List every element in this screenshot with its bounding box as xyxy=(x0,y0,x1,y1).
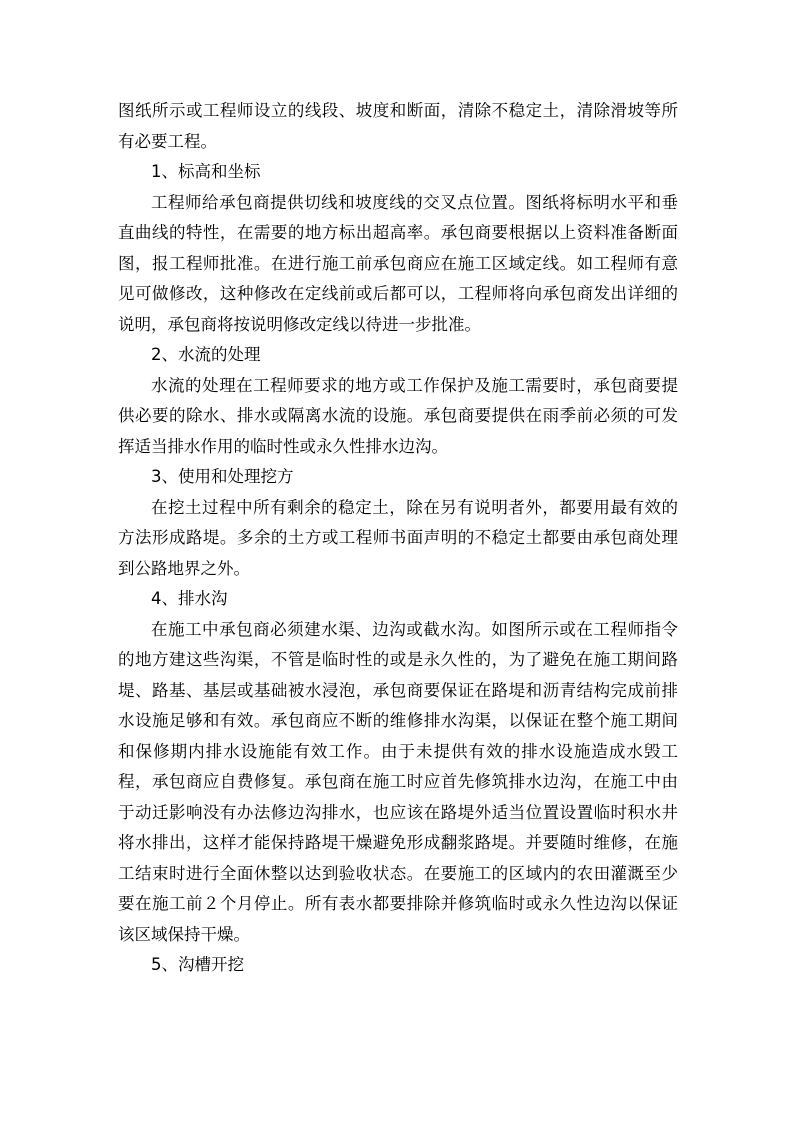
section-heading-elevation-coordinates: 1、标高和坐标 xyxy=(151,162,261,181)
paragraph-elevation-coordinates: 工程师给承包商提供切线和坡度线的交叉点位置。图纸将标明水平和垂直曲线的特性，在需要的地方标出超高率。承包商要根据以上资料准备断面图，报工程师批准。在进行施工前承包商应在施工区域定线。如工程师有意见可做修改，这种修改在定线前或后都可以，工程师将向承包商发出详细的说明，承包商将按说明修改定线以待进一步批准。 xyxy=(118,192,678,334)
paragraph-drainage-ditch: 在施工中承包商必须建水渠、边沟或截水沟。如图所示或在工程师指令的地方建这些沟渠，不管是临时性的或是永久性的，为了避免在施工期间路堤、路基、基层或基础被水浸泡，承包商要保证在路堤和沥青结构完成前排水设施足够和有效。承包商应不断的维修排水沟渠，以保证在整个施工期间和保修期内排水设施能有效工作。由于未提供有效的排水设施造成水毁工程，承包商应自费修复。承包商在施工时应首先修筑排水边沟，在施工中由于动迁影响没有办法修边沟排水，也应该在路堤外适当位置设置临时积水井将水排出，这样才能保持路堤干燥避免形成翻浆路堤。并要随时维修，在施工结束时进行全面休整以达到验收状态。在要施工的区域内的农田灌溉至少要在施工前２个月停止。所有表水都要排除并修筑临时或永久性边沟以保证该区域保持干燥。 xyxy=(118,619,678,944)
paragraph-intro-continued: 图纸所示或工程师设立的线段、坡度和断面，清除不稳定土，清除滑坡等所有必要工程。 xyxy=(118,101,678,151)
section-heading-trench-excavation: 5、沟槽开挖 xyxy=(151,955,244,974)
section-heading-excavation-use: 3、使用和处理挖方 xyxy=(151,467,294,486)
paragraph-water-handling: 水流的处理在工程师要求的地方或工作保护及施工需要时，承包商要提供必要的除水、排水或隔离水流的设施。承包商要提供在雨季前必须的可发挥适当排水作用的临时性或永久性排水边沟。 xyxy=(118,375,678,456)
document-body xyxy=(118,96,678,981)
section-heading-drainage-ditch: 4、排水沟 xyxy=(151,589,228,608)
paragraph-excavation-use: 在挖土过程中所有剩余的稳定土，除在另有说明者外，都要用最有效的方法形成路堤。多余的土方或工程师书面声明的不稳定土都要由承包商处理到公路地界之外。 xyxy=(118,497,678,578)
section-heading-water-handling: 2、水流的处理 xyxy=(151,345,261,364)
